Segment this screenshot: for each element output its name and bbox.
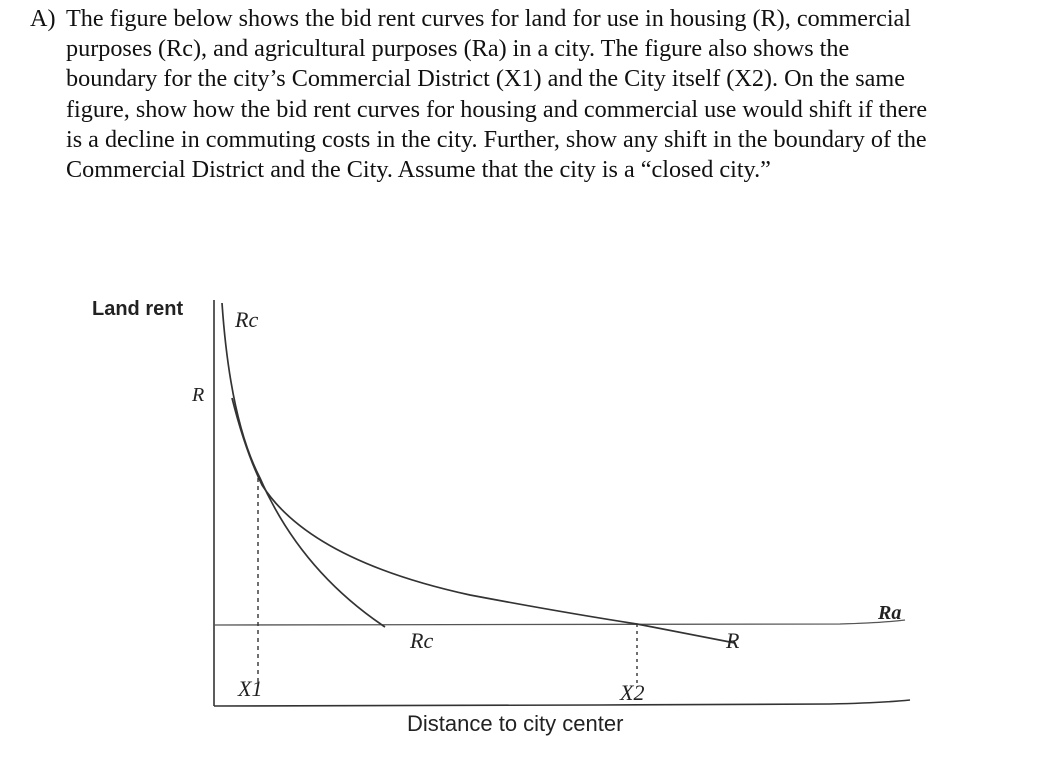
rc-curve	[222, 303, 385, 627]
r-top-label: R	[192, 384, 205, 406]
question-line-3: boundary for the city’s Commercial District (X1) and the City itself (X2). On the same	[66, 65, 905, 93]
question-line-4: figure, show how the bid rent curves for housing and commercial use would shift if there	[66, 95, 928, 123]
r-curve-label: R	[726, 628, 740, 653]
x-axis-label: Distance to city center	[407, 711, 624, 736]
question-line-2: purposes (Rc), and agricultural purposes (Ra) in a city. The figure also shows the	[66, 35, 850, 63]
rc-top-label: Rc	[235, 307, 259, 332]
x-axis	[214, 700, 910, 706]
x1-label: X1	[238, 676, 263, 701]
y-axis-label: Land rent	[92, 298, 184, 320]
question-line-6: Commercial District and the City. Assume that the city is a “closed city.”	[66, 156, 771, 184]
r-curve	[232, 398, 735, 643]
rc-curve-label: Rc	[410, 628, 434, 653]
question-line-1: A) The figure below shows the bid rent curves for land for use in housing (R), commercial	[30, 4, 1030, 34]
question-line-5: is a decline in commuting costs in the city. Further, show any shift in the boundary of the	[66, 125, 927, 153]
x2-label: X2	[620, 680, 645, 705]
question-label: A)	[30, 5, 56, 32]
ra-line	[214, 620, 905, 625]
ra-label: Ra	[878, 602, 902, 624]
